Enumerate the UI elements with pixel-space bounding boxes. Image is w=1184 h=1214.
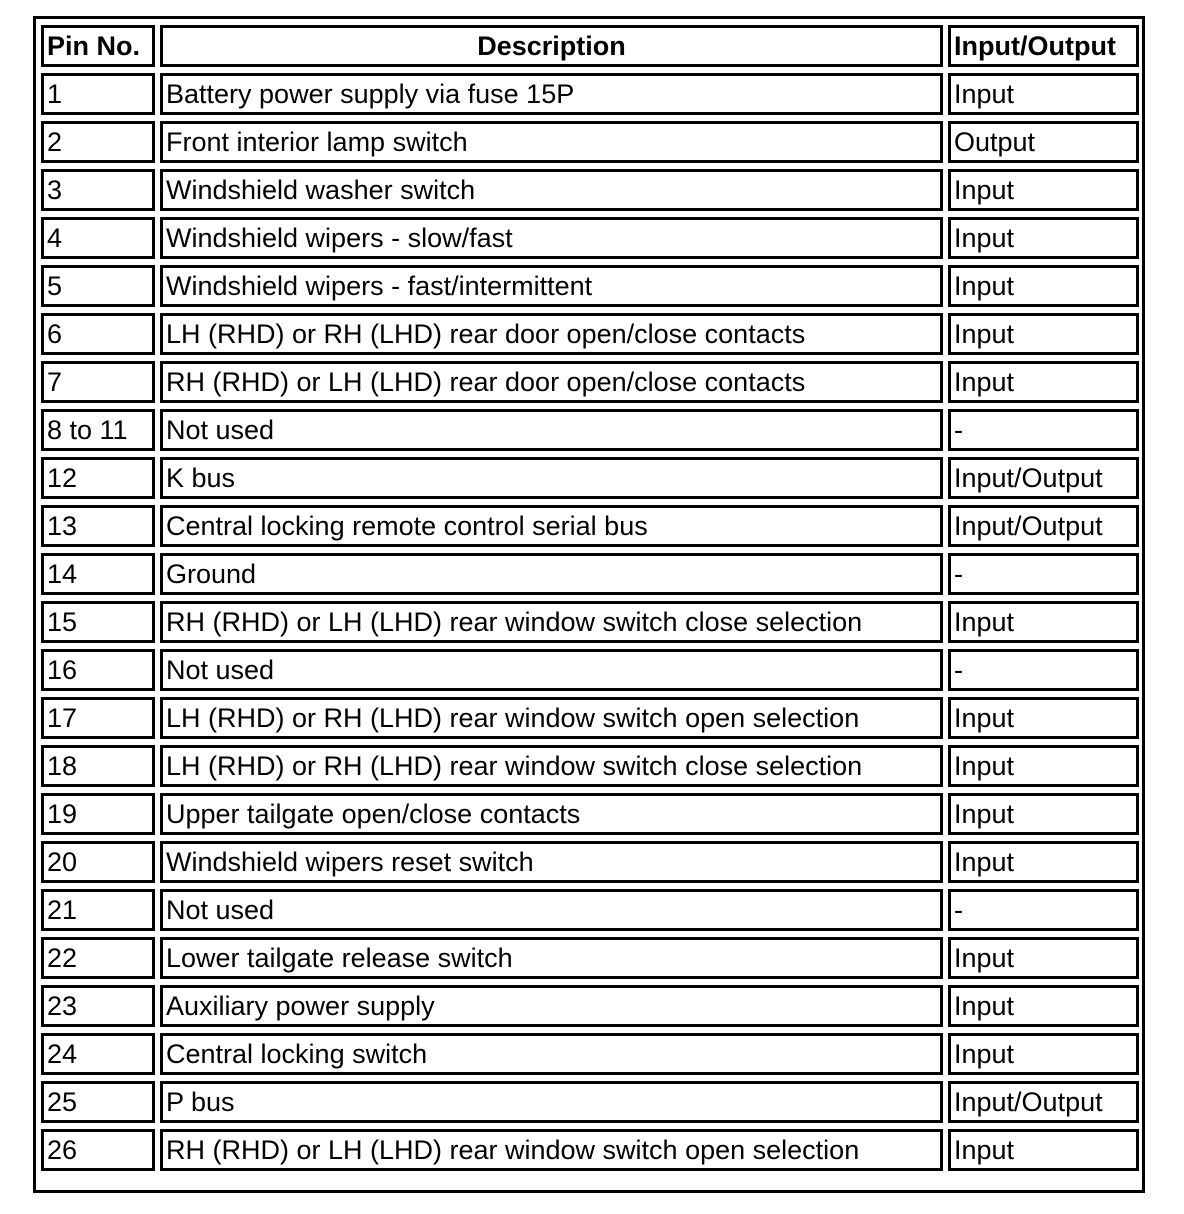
description-cell: Windshield wipers reset switch (160, 841, 943, 883)
pin-cell: 4 (41, 217, 155, 259)
table-row (41, 1033, 1139, 1075)
table-row (41, 313, 1139, 355)
description-cell: LH (RHD) or RH (LHD) rear door open/close contacts (160, 313, 943, 355)
pin-cell: 24 (41, 1033, 155, 1075)
table-row (41, 793, 1139, 835)
io-cell: Input/Output (948, 457, 1139, 499)
pin-cell: 19 (41, 793, 155, 835)
table-row (41, 1129, 1139, 1171)
table-row (41, 409, 1139, 451)
io-cell: Input (948, 313, 1139, 355)
io-cell: - (948, 889, 1139, 931)
table-row (41, 361, 1139, 403)
description-cell: Not used (160, 889, 943, 931)
pin-cell: 13 (41, 505, 155, 547)
description-cell: RH (RHD) or LH (LHD) rear window switch close selection (160, 601, 943, 643)
description-cell: RH (RHD) or LH (LHD) rear door open/close contacts (160, 361, 943, 403)
description-cell: LH (RHD) or RH (LHD) rear window switch open selection (160, 697, 943, 739)
table-row (41, 937, 1139, 979)
table-row (41, 697, 1139, 739)
description-cell: RH (RHD) or LH (LHD) rear window switch open selection (160, 1129, 943, 1171)
description-cell: Windshield washer switch (160, 169, 943, 211)
description-cell: Battery power supply via fuse 15P (160, 73, 943, 115)
header-description: Description (160, 25, 943, 67)
pin-cell: 20 (41, 841, 155, 883)
pin-cell: 8 to 11 (41, 409, 155, 451)
pin-cell: 16 (41, 649, 155, 691)
pin-cell: 1 (41, 73, 155, 115)
table-row (41, 457, 1139, 499)
table-row (41, 985, 1139, 1027)
io-cell: Input (948, 985, 1139, 1027)
io-cell: Input (948, 841, 1139, 883)
description-cell: Windshield wipers - fast/intermittent (160, 265, 943, 307)
pin-cell: 14 (41, 553, 155, 595)
io-cell: Input (948, 937, 1139, 979)
pin-cell: 3 (41, 169, 155, 211)
io-cell: Input/Output (948, 1081, 1139, 1123)
table-row (41, 889, 1139, 931)
description-cell: Auxiliary power supply (160, 985, 943, 1027)
io-cell: Input (948, 697, 1139, 739)
io-cell: Input (948, 793, 1139, 835)
description-cell: P bus (160, 1081, 943, 1123)
io-cell: - (948, 553, 1139, 595)
table-row (41, 73, 1139, 115)
table-row (41, 649, 1139, 691)
table-row (41, 601, 1139, 643)
pin-cell: 23 (41, 985, 155, 1027)
description-cell: Central locking remote control serial bus (160, 505, 943, 547)
pin-cell: 7 (41, 361, 155, 403)
description-cell: Not used (160, 649, 943, 691)
table-row (41, 121, 1139, 163)
pin-table (36, 19, 1144, 1177)
pin-cell: 25 (41, 1081, 155, 1123)
description-cell: Upper tailgate open/close contacts (160, 793, 943, 835)
pin-cell: 22 (41, 937, 155, 979)
io-cell: Input (948, 217, 1139, 259)
description-cell: Ground (160, 553, 943, 595)
pin-cell: 2 (41, 121, 155, 163)
description-cell: LH (RHD) or RH (LHD) rear window switch close selection (160, 745, 943, 787)
pin-cell: 12 (41, 457, 155, 499)
description-cell: Windshield wipers - slow/fast (160, 217, 943, 259)
pin-cell: 15 (41, 601, 155, 643)
io-cell: Input (948, 169, 1139, 211)
description-cell: Central locking switch (160, 1033, 943, 1075)
table-row (41, 169, 1139, 211)
description-cell: Lower tailgate release switch (160, 937, 943, 979)
io-cell: Output (948, 121, 1139, 163)
io-cell: Input (948, 1129, 1139, 1171)
table-row (41, 505, 1139, 547)
description-cell: Front interior lamp switch (160, 121, 943, 163)
header-pin: Pin No. (41, 25, 155, 67)
pin-cell: 6 (41, 313, 155, 355)
pin-cell: 26 (41, 1129, 155, 1171)
io-cell: Input (948, 73, 1139, 115)
pin-cell: 5 (41, 265, 155, 307)
io-cell: Input (948, 361, 1139, 403)
io-cell: Input (948, 1033, 1139, 1075)
pin-cell: 17 (41, 697, 155, 739)
io-cell: - (948, 409, 1139, 451)
io-cell: Input/Output (948, 505, 1139, 547)
header-io: Input/Output (948, 25, 1139, 67)
table-row (41, 1081, 1139, 1123)
table-row (41, 745, 1139, 787)
pin-cell: 18 (41, 745, 155, 787)
pin-cell: 21 (41, 889, 155, 931)
description-cell: Not used (160, 409, 943, 451)
pin-table-frame (33, 16, 1145, 1193)
header-row (41, 25, 1139, 67)
io-cell: Input (948, 601, 1139, 643)
io-cell: Input (948, 265, 1139, 307)
io-cell: - (948, 649, 1139, 691)
description-cell: K bus (160, 457, 943, 499)
table-row (41, 217, 1139, 259)
table-row (41, 841, 1139, 883)
table-row (41, 553, 1139, 595)
table-row (41, 265, 1139, 307)
io-cell: Input (948, 745, 1139, 787)
